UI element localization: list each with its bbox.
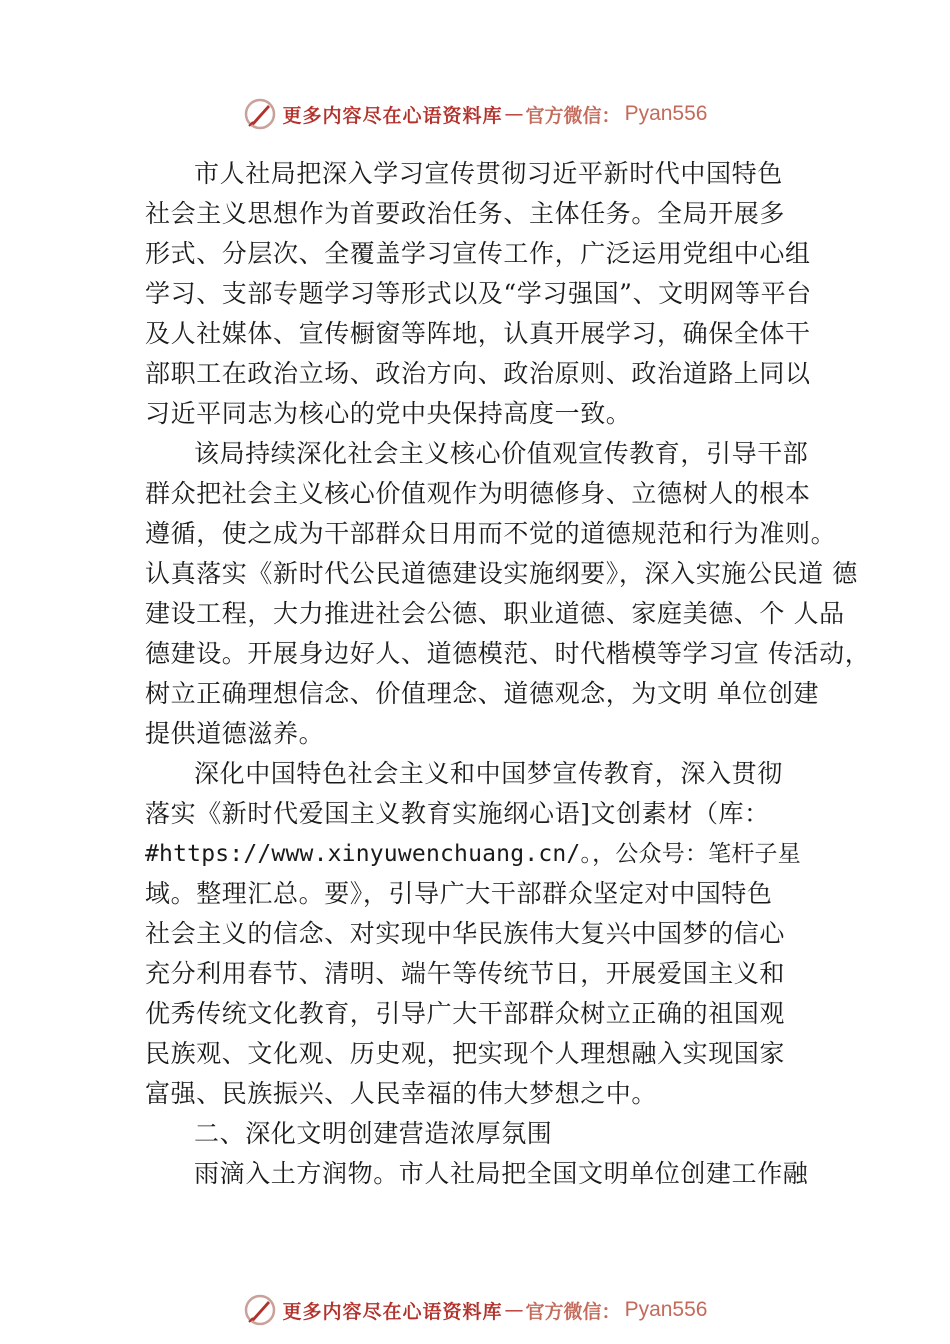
section-heading: 二、深化文明创建营造浓厚氛围 [194, 1119, 553, 1148]
watermark-main-text: 更多内容尽在心语资料库 [282, 1300, 503, 1323]
text-line: 提供道德滋养。 [145, 719, 325, 748]
text-line: 深化中国特色社会主义和中国梦宣传教育，深入贯彻 [194, 759, 783, 788]
quill-logo-icon [243, 1293, 277, 1327]
text-line: 及人社媒体、宣传橱窗等阵地，认真开展学习，确保全体干 [145, 319, 811, 348]
text-line: 富强、民族振兴、人民幸福的伟大梦想之中。 [145, 1079, 658, 1108]
quill-logo-icon [243, 97, 277, 131]
footer-watermark [0, 1290, 950, 1330]
watermark-separator: — [504, 1299, 524, 1321]
text-line: 域。整理汇总。要》，引导广大干部群众坚定对中国特色 [145, 879, 773, 908]
text-line: 习近平同志为核心的党中央保持高度一致。 [145, 399, 632, 428]
text-line: 群众把社会主义核心价值观作为明德修身、立德树人的根本 [145, 479, 811, 508]
text-line: 雨滴入土方润物。市人社局把全国文明单位创建工作融 [194, 1159, 809, 1188]
text-line: 认真落实《新时代公民道德建设实施纲要》，深入实施公民道 德 [145, 559, 858, 588]
text-line: 树立正确理想信念、价值理念、道德观念，为文明 单位创建 [145, 679, 820, 708]
watermark-wechat-id: Pyan556 [624, 102, 708, 125]
watermark-wechat-label: 官方微信： [525, 1300, 621, 1323]
text-line: 部职工在政治立场、政治方向、政治原则、政治道路上同以 [145, 359, 811, 388]
text-line: 学习、支部专题学习等形式以及“学习强国”、文明网等平台 [145, 279, 812, 308]
text-line-url: #https://www.xinyuwenchuang.cn/。，公众号：笔杆子星 [145, 841, 801, 867]
text-line: 该局持续深化社会主义核心价值观宣传教育，引导干部 [194, 439, 809, 468]
text-line: 民族观、文化观、历史观，把实现个人理想融入实现国家 [145, 1039, 786, 1068]
text-line: 建设工程，大力推进社会公德、职业道德、家庭美德、个 人品 [145, 599, 845, 628]
watermark-wechat-id: Pyan556 [624, 1298, 708, 1321]
watermark-main-text: 更多内容尽在心语资料库 [282, 104, 503, 127]
watermark-wechat-label: 官方微信： [525, 104, 621, 127]
text-line: 德建设。开展身边好人、道德模范、时代楷模等学习宣 传活动， [145, 639, 871, 668]
text-line: 落实《新时代爱国主义教育实施纲心语]文创素材（库： [145, 799, 770, 828]
header-watermark [0, 94, 950, 134]
text-line: 社会主义的信念、对实现中华民族伟大复兴中国梦的信心 [145, 919, 786, 948]
text-line: 优秀传统文化教育，引导广大干部群众树立正确的祖国观 [145, 999, 786, 1028]
text-line: 社会主义思想作为首要政治任务、主体任务。全局开展多 [145, 199, 786, 228]
watermark-separator: — [504, 103, 524, 125]
text-line: 遵循，使之成为干部群众日用而不觉的道德规范和行为准则。 [145, 519, 837, 548]
text-line: 形式、分层次、全覆盖学习宣传工作，广泛运用党组中心组 [145, 239, 811, 268]
text-line: 市人社局把深入学习宣传贯彻习近平新时代中国特色 [194, 159, 783, 188]
text-line: 充分利用春节、清明、端午等传统节日，开展爱国主义和 [145, 959, 786, 988]
